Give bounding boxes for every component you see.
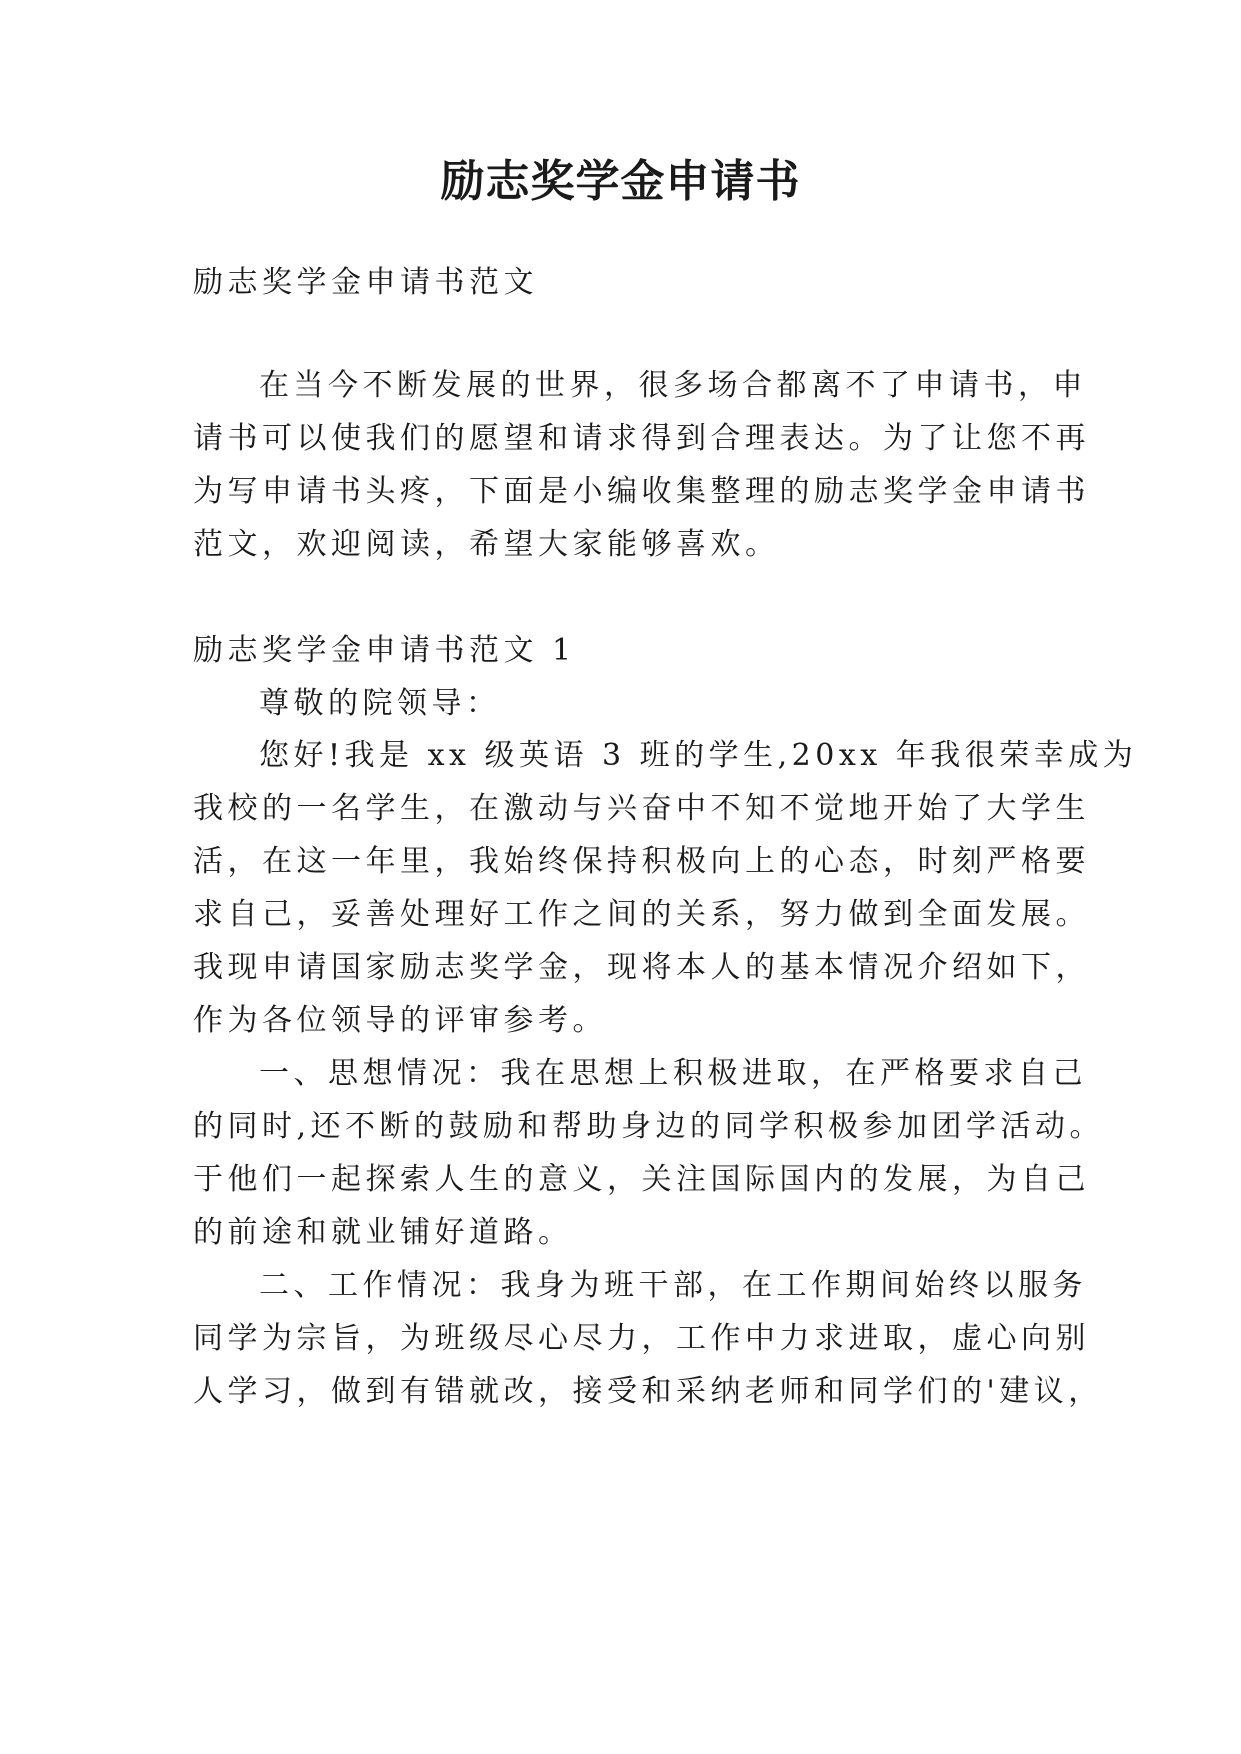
salutation: 尊敬的院领导： (259, 686, 501, 721)
para1-line: 求自己，妥善处理好工作之间的关系，努力做到全面发展。 (193, 897, 1090, 932)
para1-line: 我校的一名学生，在激动与兴奋中不知不觉地开始了大学生 (193, 791, 1090, 826)
para1-line: 我现申请国家励志奖学金，现将本人的基本情况介绍如下， (193, 950, 1090, 985)
para1-line: 活，在这一年里，我始终保持积极向上的心态，时刻严格要 (193, 844, 1090, 879)
para2-line: 一、思想情况：我在思想上积极进取，在严格要求自己 (259, 1056, 1087, 1091)
para2-line: 于他们一起探索人生的意义，关注国际国内的发展，为自己 (193, 1162, 1090, 1197)
document-subtitle: 励志奖学金申请书范文 (193, 265, 538, 300)
para3-line: 二、工作情况：我身为班干部，在工作期间始终以服务 (259, 1268, 1087, 1303)
para2-line: 的同时,还不断的鼓励和帮助身边的同学积极参加团学活动。 (193, 1109, 1105, 1144)
document-title: 励志奖学金申请书 (440, 156, 801, 207)
para3-line: 人学习，做到有错就改，接受和采纳老师和同学们的'建议， (193, 1374, 1103, 1409)
para1-line: 您好!我是 xx 级英语 3 班的学生,20xx 年我很荣幸成为 (259, 738, 1138, 773)
para3-line: 同学为宗旨，为班级尽心尽力，工作中力求进取，虚心向别 (193, 1321, 1090, 1356)
intro-line: 范文，欢迎阅读，希望大家能够喜欢。 (193, 527, 780, 562)
section-heading: 励志奖学金申请书范文 1 (193, 633, 576, 668)
para2-line: 的前途和就业铺好道路。 (193, 1215, 573, 1250)
intro-line: 为写申请书头疼，下面是小编收集整理的励志奖学金申请书 (193, 474, 1090, 509)
para1-line: 作为各位领导的评审参考。 (193, 1003, 607, 1038)
intro-line: 在当今不断发展的世界，很多场合都离不了申请书，申 (259, 368, 1087, 403)
intro-line: 请书可以使我们的愿望和请求得到合理表达。为了让您不再 (193, 421, 1090, 456)
